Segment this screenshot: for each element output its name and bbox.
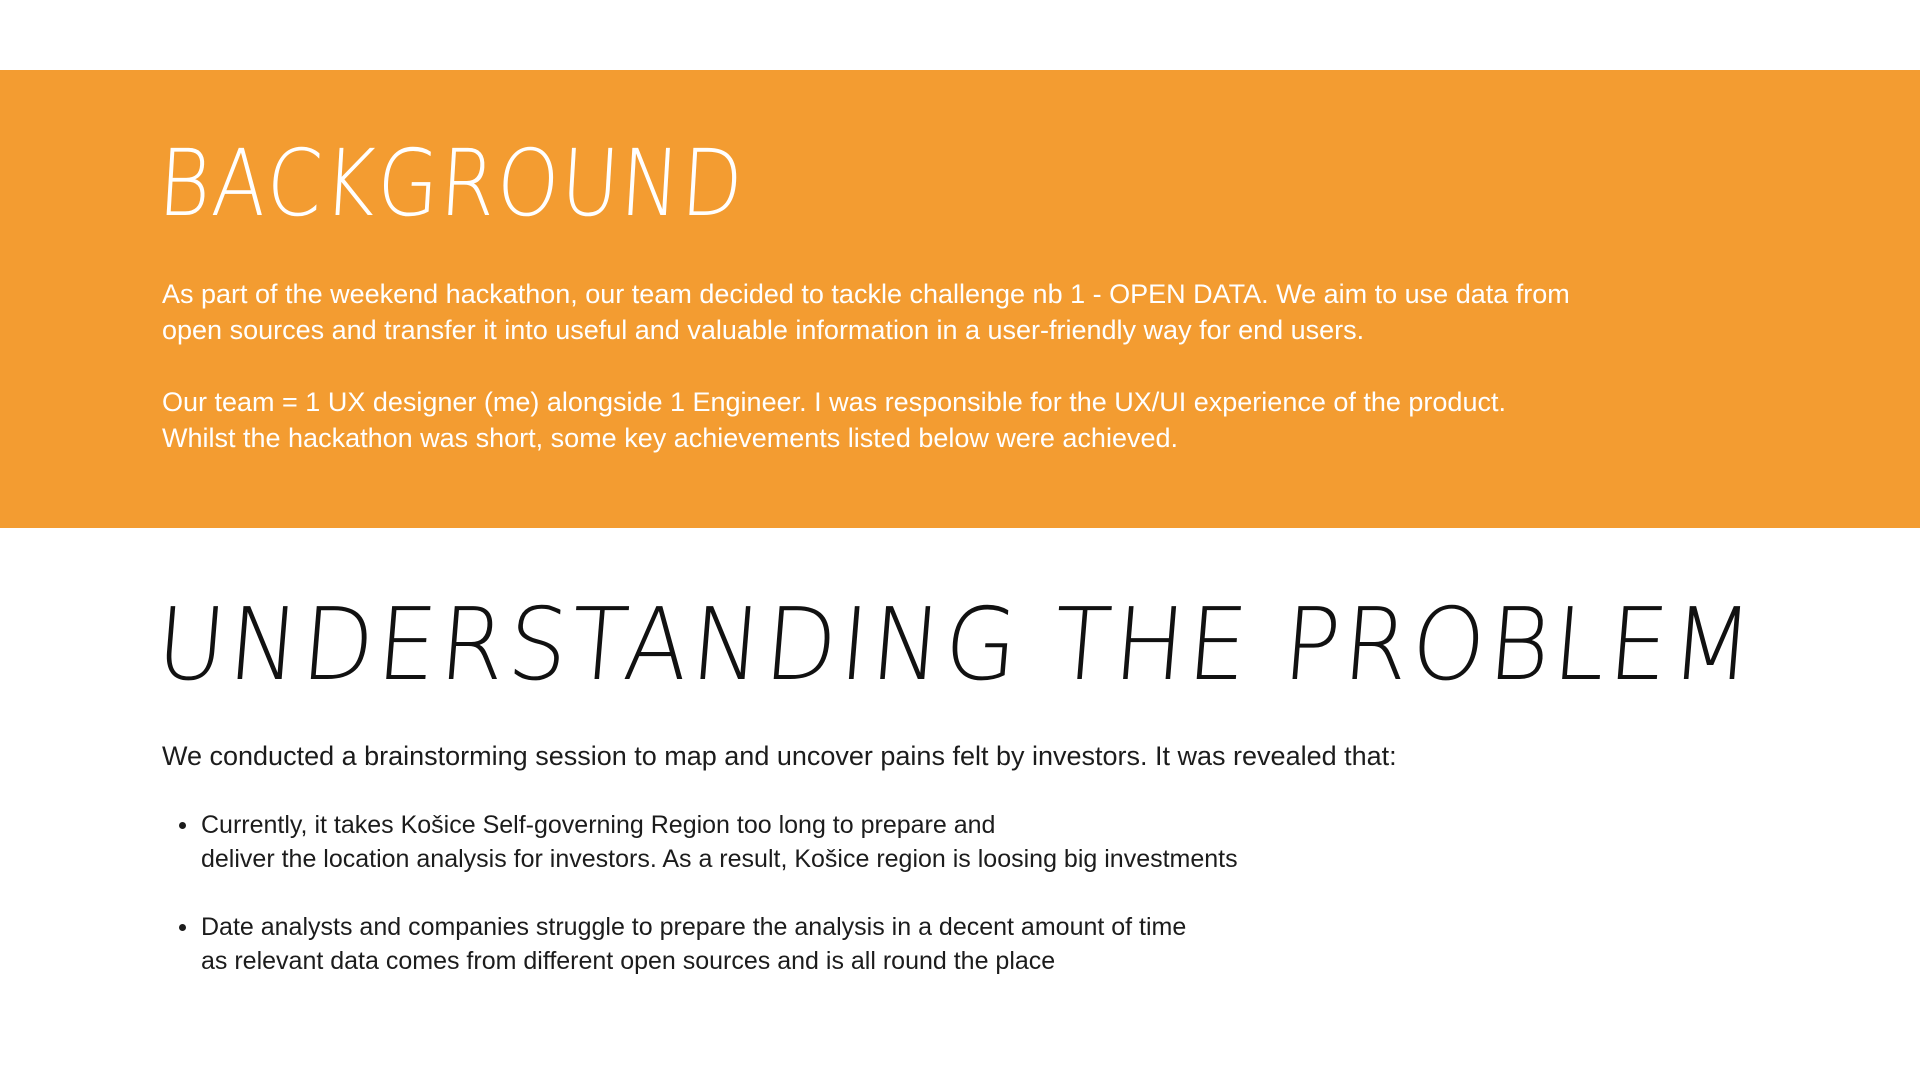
list-item-line: deliver the location analysis for investors. As a result, Košice region is loosing big investments — [201, 845, 1238, 873]
bullet-icon — [179, 924, 186, 931]
paragraph-line: Our team = 1 UX designer (me) alongside 1 Engineer. I was responsible for the UX/UI experience of the product. — [162, 387, 1506, 417]
list-item-line: Currently, it takes Košice Self-governing Region too long to prepare and — [201, 811, 996, 839]
list-item — [162, 910, 1662, 978]
list-item-line: Date analysts and companies struggle to prepare the analysis in a decent amount of time — [201, 913, 1187, 941]
problem-intro: We conducted a brainstorming session to map and uncover pains felt by investors. It was revealed that: — [162, 741, 1397, 771]
top-margin — [0, 0, 1920, 70]
background-heading: BACKGROUND — [155, 130, 748, 237]
list-item-text — [201, 808, 1662, 876]
bullet-icon — [179, 822, 186, 829]
paragraph-line: open sources and transfer it into useful and valuable information in a user-friendly way for end users. — [162, 315, 1365, 345]
paragraph-line: As part of the weekend hackathon, our team decided to tackle challenge nb 1 - OPEN DATA. We aim to use data from — [162, 279, 1570, 309]
problem-heading: UNDERSTANDING THE PROBLEM — [152, 586, 1761, 703]
paragraph-line: Whilst the hackathon was short, some key achievements listed below were achieved. — [162, 423, 1178, 453]
list-item-text — [201, 910, 1662, 978]
background-paragraph-2 — [162, 384, 1802, 456]
background-paragraph-1 — [162, 276, 1802, 348]
list-item — [162, 808, 1662, 876]
list-item-line: as relevant data comes from different open sources and is all round the place — [201, 947, 1056, 975]
